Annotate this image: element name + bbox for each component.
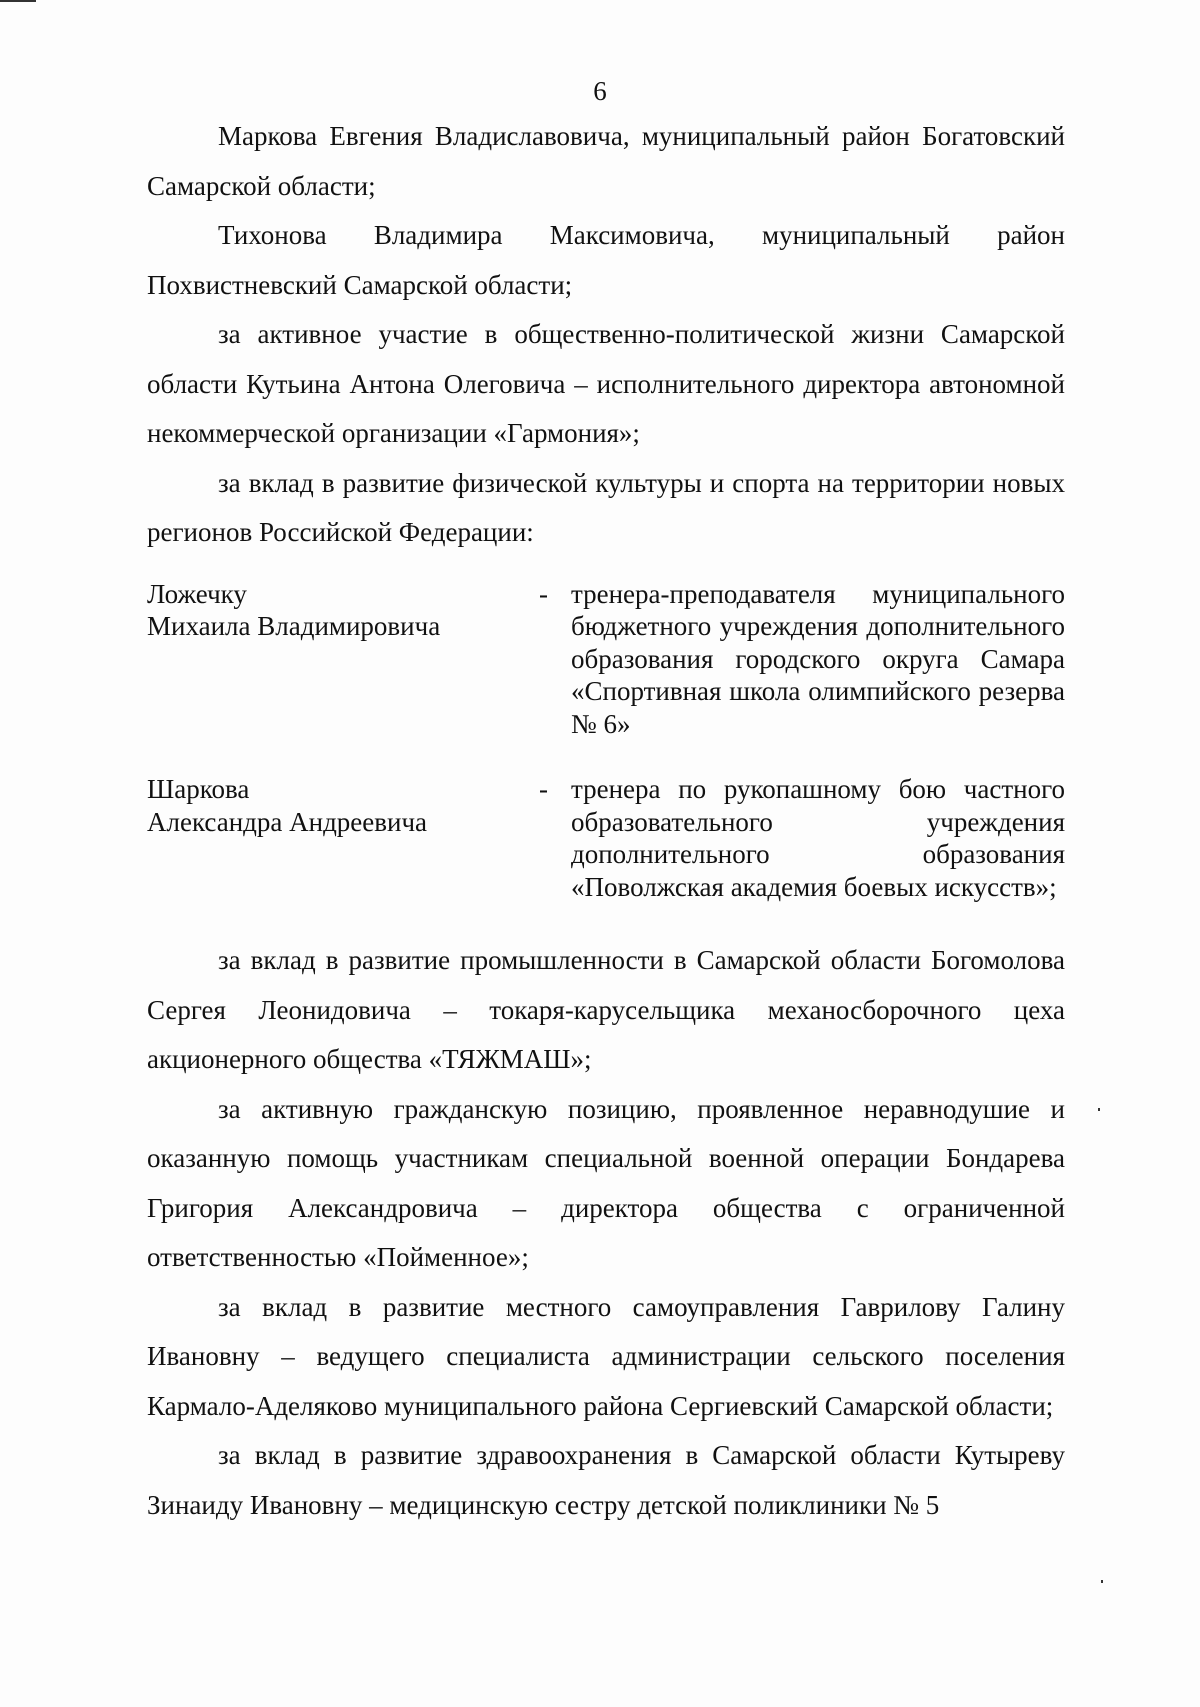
scan-artifact	[0, 0, 36, 2]
awardee-description: тренера-преподавателя муниципального бюджетного учреждения дополнительного образования городского округа Самара «Спортивная школа олимпийского резерва № 6»	[571, 578, 1065, 739]
awardee-given-names: Александра Андреевича	[147, 806, 428, 837]
award-list-item	[147, 773, 1065, 903]
paragraph: Маркова Евгения Владиславовича, муниципальный район Богатовский Самарской области;	[147, 121, 1065, 201]
awardee-surname: Ложечку	[147, 578, 247, 609]
scan-artifact	[1101, 1580, 1103, 1583]
list-dash: -	[539, 578, 548, 609]
paragraph: за активную гражданскую позицию, проявленное неравнодушие и оказанную помощь участникам специальной военной операции Бондарева Григория Александровича – директора общества с ограниченной ответственностью «Пойменное»;	[147, 1093, 1065, 1272]
paragraph: за вклад в развитие физической культуры и спорта на территории новых регионов Российской Федерации:	[147, 467, 1065, 547]
paragraph: за активное участие в общественно-политической жизни Самарской области Кутьина Антона Олеговича – исполнительного директора автономной некоммерческой организации «Гармония»;	[147, 319, 1065, 448]
paragraph-group	[147, 936, 1065, 1530]
paragraph: Тихонова Владимира Максимовича, муниципальный район Похвистневский Самарской области;	[147, 220, 1065, 300]
list-dash: -	[539, 774, 548, 804]
paragraph: за вклад в развитие здравоохранения в Самарской области Кутыреву Зинаиду Ивановну – медицинскую сестру детской поликлиники № 5	[147, 1440, 1065, 1520]
paragraph: за вклад в развитие промышленности в Самарской области Богомолова Сергея Леонидовича – токаря-карусельщика механосборочного цеха акционерного общества «ТЯЖМАШ»;	[147, 945, 1065, 1074]
awardee-description: тренера по рукопашному бою частного образовательного учреждения дополнительного образования «Поволжская академия боевых искусств»;	[571, 774, 1065, 902]
awardee-surname: Шаркова	[147, 774, 250, 804]
awardee-name	[147, 773, 539, 838]
paragraph: за вклад в развитие местного самоуправления Гаврилову Галину Ивановну – ведущего специалиста администрации сельского поселения Кармало-Аделяково муниципального района Сергиевский Самарской области;	[147, 1291, 1065, 1421]
page-number: 6	[593, 76, 607, 106]
awardee-name	[147, 578, 539, 643]
scan-artifact	[1098, 1108, 1100, 1111]
document-body	[147, 112, 1065, 1530]
awardee-given-names: Михаила Владимировича	[147, 611, 441, 641]
award-list-item	[147, 578, 1065, 741]
